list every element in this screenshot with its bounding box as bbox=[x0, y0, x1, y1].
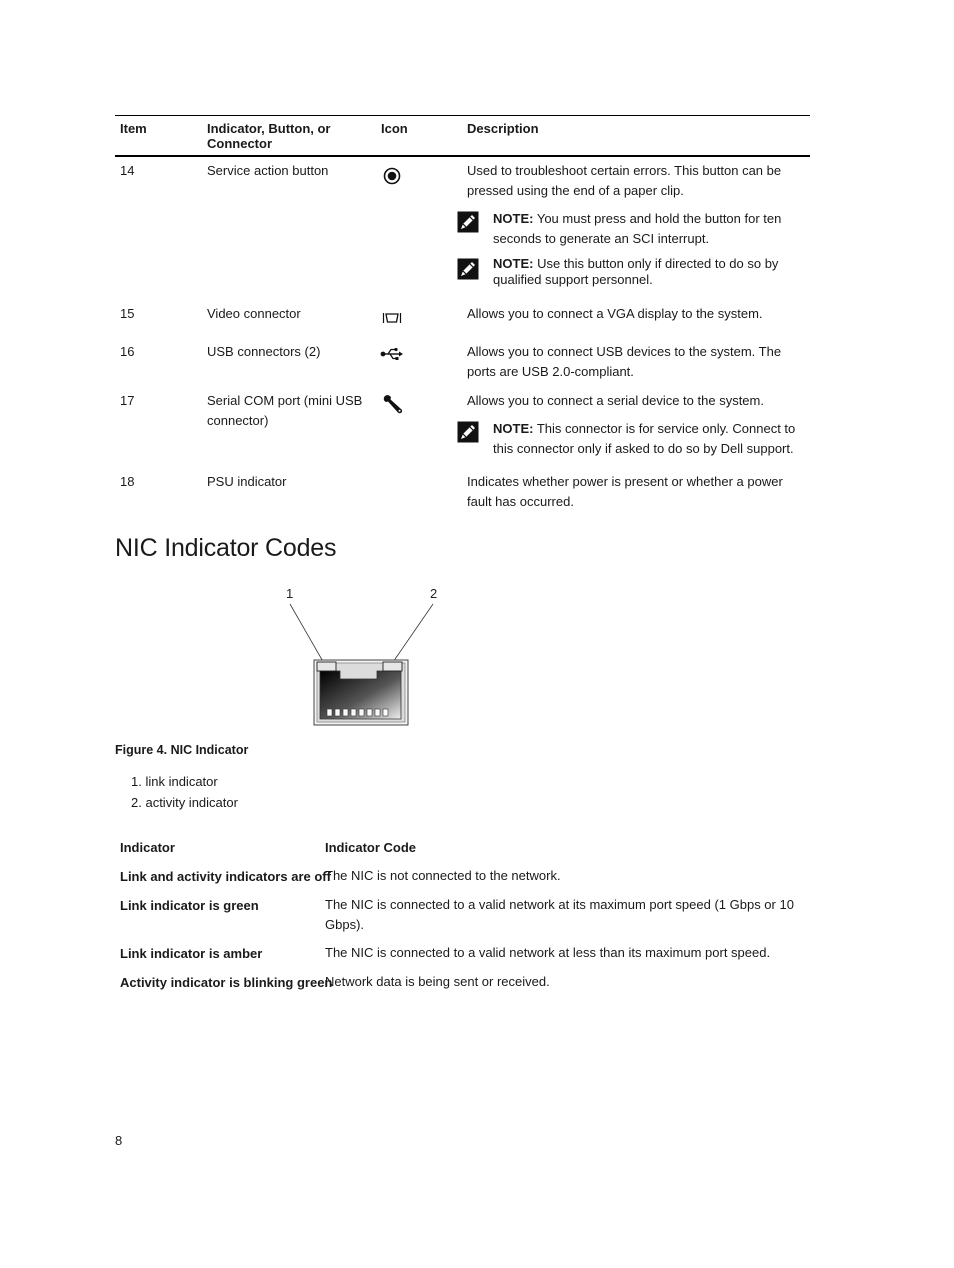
header-item: Item bbox=[120, 121, 147, 136]
note-row-14-1 bbox=[493, 209, 793, 249]
wrench-icon bbox=[382, 394, 404, 416]
note-body: You must press and hold the button for ten seconds to generate an SCI interrupt. bbox=[493, 211, 782, 246]
row-15-item: 15 bbox=[120, 306, 135, 321]
usb-icon bbox=[380, 347, 404, 361]
link-indicator-led bbox=[317, 662, 336, 671]
legend-text: activity indicator bbox=[145, 795, 238, 810]
header-indicator-col: Indicator bbox=[120, 840, 175, 855]
section-title: NIC Indicator Codes bbox=[115, 534, 337, 562]
video-connector-icon bbox=[382, 312, 402, 324]
row-17-description: Allows you to connect a serial device to the system. bbox=[467, 393, 764, 408]
page-number: 8 bbox=[115, 1133, 123, 1148]
note-body: Use this button only if directed to do so by qualified support personnel. bbox=[493, 256, 779, 287]
indicator-row-label: Activity indicator is blinking green bbox=[120, 975, 333, 990]
note-pencil-icon bbox=[457, 211, 479, 233]
row-14-item: 14 bbox=[120, 163, 135, 178]
row-14-description: Used to troubleshoot certain errors. This button can be pressed using the end of a paper clip. bbox=[467, 163, 782, 198]
indicator-row-code: The NIC is connected to a valid network at its maximum port speed (1 Gbps or 10 Gbps). bbox=[325, 897, 794, 932]
row-17-name: Serial COM port (mini USB connector) bbox=[207, 393, 363, 428]
row-15-name: Video connector bbox=[207, 306, 301, 321]
header-icon: Icon bbox=[381, 121, 408, 136]
legend-num: 2. bbox=[131, 795, 142, 810]
figure-caption: Figure 4. NIC Indicator bbox=[115, 743, 249, 757]
legend-text: link indicator bbox=[145, 774, 218, 789]
nic-figure bbox=[270, 583, 450, 729]
indicator-row-code: The NIC is connected to a valid network at less than its maximum port speed. bbox=[325, 945, 771, 960]
indicator-row-label: Link indicator is amber bbox=[120, 946, 263, 961]
row-16-name: USB connectors (2) bbox=[207, 344, 321, 359]
indicator-row-code: The NIC is not connected to the network. bbox=[325, 868, 561, 883]
table-top-rule bbox=[115, 115, 810, 116]
row-18-item: 18 bbox=[120, 474, 135, 489]
header-description: Description bbox=[467, 121, 539, 136]
callout-2: 2 bbox=[430, 586, 438, 601]
note-row-17-1 bbox=[493, 419, 801, 459]
activity-indicator-led bbox=[383, 662, 402, 671]
note-label: NOTE: bbox=[493, 256, 534, 271]
note-label: NOTE: bbox=[493, 211, 534, 226]
row-18-description: Indicates whether power is present or whether a power fault has occurred. bbox=[467, 474, 783, 509]
row-16-item: 16 bbox=[120, 344, 135, 359]
indicator-row-label: Link indicator is green bbox=[120, 898, 259, 913]
row-16-description: Allows you to connect USB devices to the system. The ports are USB 2.0-compliant. bbox=[467, 344, 782, 379]
header-indicator: Indicator, Button, or Connector bbox=[207, 121, 331, 151]
indicator-row-code: Network data is being sent or received. bbox=[325, 974, 550, 989]
note-pencil-icon bbox=[457, 421, 479, 443]
legend-item bbox=[131, 793, 238, 813]
legend-num: 1. bbox=[131, 774, 142, 789]
service-button-icon bbox=[383, 167, 401, 185]
note-pencil-icon bbox=[457, 258, 479, 280]
legend-item bbox=[131, 772, 218, 792]
row-17-item: 17 bbox=[120, 393, 135, 408]
callout-1: 1 bbox=[286, 586, 294, 601]
row-15-description: Allows you to connect a VGA display to the system. bbox=[467, 306, 763, 321]
indicator-row-label: Link and activity indicators are off bbox=[120, 869, 331, 884]
row-18-name: PSU indicator bbox=[207, 474, 287, 489]
note-row-14-2 bbox=[493, 256, 793, 288]
row-14-name: Service action button bbox=[207, 163, 329, 178]
note-label: NOTE: bbox=[493, 421, 534, 436]
header-indicator-code-col: Indicator Code bbox=[325, 840, 417, 855]
note-body: This connector is for service only. Connect to this connector only if asked to do so by Dell support. bbox=[493, 421, 796, 456]
table-header-rule bbox=[115, 155, 810, 157]
